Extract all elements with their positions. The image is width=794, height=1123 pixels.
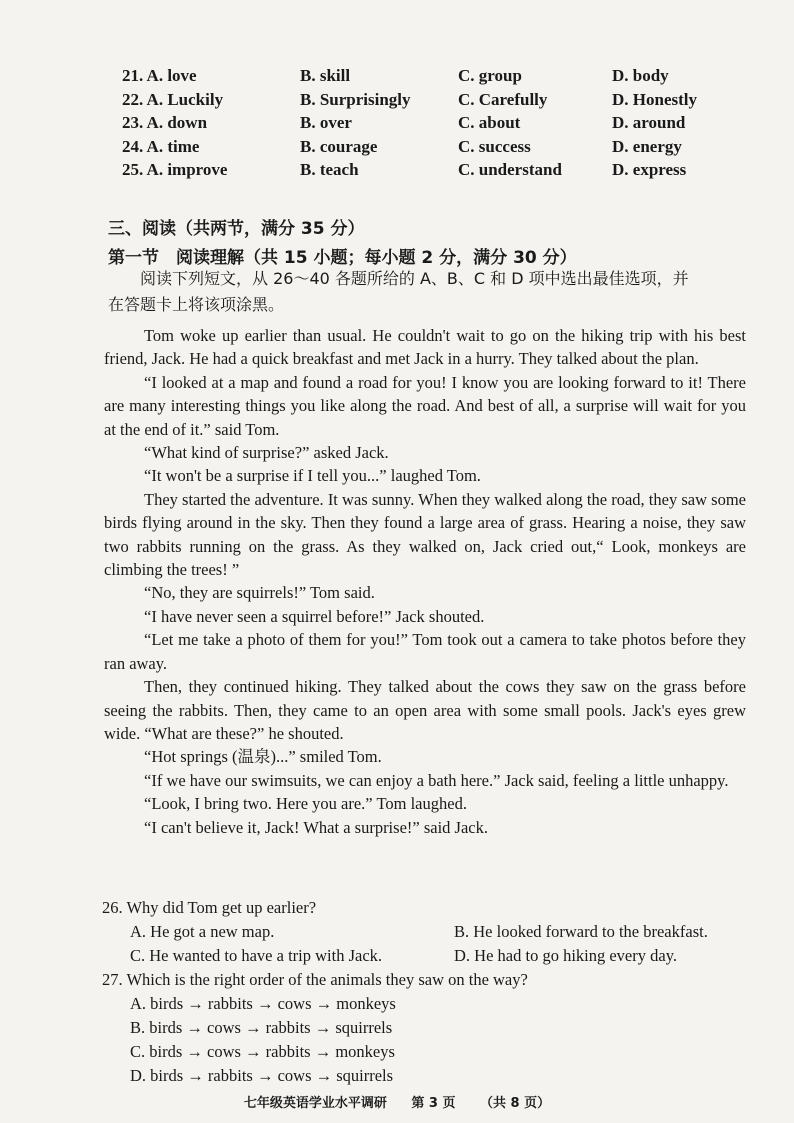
passage-paragraph: “I have never seen a squirrel before!” Jack shouted.: [144, 606, 485, 626]
option-d: D. Honestly: [612, 89, 697, 109]
question-26-options-row1: [102, 920, 752, 944]
option-row-24: [122, 137, 742, 161]
option-c: C. about: [458, 113, 521, 132]
choice-c[interactable]: C. birds → cows → rabbits → monkeys: [130, 1042, 395, 1061]
option-d: D. energy: [612, 136, 682, 156]
passage-paragraph: “No, they are squirrels!” Tom said.: [144, 583, 375, 603]
option-c: C. understand: [458, 160, 562, 179]
passage-paragraph: “If we have our swimsuits, we can enjoy a bath here.” Jack said, feeling a little unhappy.: [144, 770, 729, 790]
choice-d[interactable]: D. birds → rabbits → cows → squirrels: [130, 1066, 394, 1085]
option-row-23: [122, 113, 742, 137]
choice-a[interactable]: A. birds → rabbits → cows → monkeys: [130, 994, 396, 1013]
option-a: 24. A. time: [122, 136, 200, 156]
choice-d[interactable]: D. He had to go hiking every day.: [454, 946, 677, 965]
passage-paragraph: “Hot springs (温泉)...” smiled Tom.: [144, 747, 382, 767]
option-d: D. express: [612, 160, 687, 179]
instructions: [108, 266, 748, 318]
question-stem-26: 26. Why did Tom get up earlier?: [102, 898, 317, 917]
page-footer: [0, 1092, 794, 1111]
option-a: 23. A. down: [122, 113, 208, 132]
option-row-22: [122, 90, 742, 114]
instruction-line: 在答题卡上将该项涂黑。: [108, 295, 285, 314]
option-c: C. group: [458, 66, 522, 85]
passage-paragraph: “Look, I bring two. Here you are.” Tom laughed.: [144, 794, 467, 814]
passage-paragraph: “I can't believe it, Jack! What a surprise!” said Jack.: [144, 817, 488, 837]
passage-paragraph: Then, they continued hiking. They talked about the cows they saw on the grass before seeing the rabbits. Then, they came to an open area with some small pools. Jack's eyes grew wide. “What are these?” he shouted.: [104, 677, 746, 743]
choice-b[interactable]: B. birds → cows → rabbits → squirrels: [130, 1018, 393, 1037]
option-c: C. success: [458, 136, 531, 156]
reading-passage: [104, 324, 746, 839]
option-row-21: [122, 66, 742, 90]
option-a: 22. A. Luckily: [122, 89, 224, 109]
cloze-options-grid: [122, 66, 742, 184]
option-a: 21. A. love: [122, 66, 197, 85]
instruction-line: 阅读下列短文，从 26～40 各题所给的 A、B、C 和 D 项中选出最佳选项，并: [140, 269, 689, 288]
passage-paragraph: “It won't be a surprise if I tell you...” laughed Tom.: [144, 466, 481, 486]
section-title: 三、阅读（共两节，满分 35 分）: [108, 219, 365, 239]
part-title: 第一节 阅读理解（共 15 小题；每小题 2 分，满分 30 分）: [108, 248, 577, 268]
choice-a[interactable]: A. He got a new map.: [130, 922, 275, 941]
passage-paragraph: They started the adventure. It was sunny. When they walked along the road, they saw some birds flying around in the sky. Then they found a large area of grass. Hearing a noise, they saw two rabbits running on the grass. As they walked on, Jack cried out,“ Look, monkeys are climbing the trees! ”: [104, 489, 746, 580]
passage-paragraph: Tom woke up earlier than usual. He couldn't wait to go on the hiking trip with his best friend, Jack. He had a quick breakfast and met Jack in a hurry. They talked about the plan.: [104, 326, 746, 369]
question-stem-27: 27. Which is the right order of the animals they saw on the way?: [102, 970, 528, 989]
passage-paragraph: “What kind of surprise?” asked Jack.: [144, 443, 389, 463]
questions-block: [102, 896, 752, 1088]
option-b: B. courage: [300, 136, 378, 156]
option-b: B. Surprisingly: [300, 89, 411, 109]
option-d: D. around: [612, 113, 686, 132]
passage-paragraph: “Let me take a photo of them for you!” Tom took out a camera to take photos before they ran away.: [104, 630, 746, 673]
question-26-options-row2: [102, 944, 752, 968]
choice-b[interactable]: B. He looked forward to the breakfast.: [454, 922, 708, 941]
option-a: 25. A. improve: [122, 160, 228, 179]
option-d: D. body: [612, 66, 669, 85]
choice-c[interactable]: C. He wanted to have a trip with Jack.: [130, 946, 383, 965]
option-b: B. teach: [300, 160, 359, 179]
option-b: B. over: [300, 113, 352, 132]
footer-page-number: 第 3 页: [411, 1096, 456, 1111]
option-b: B. skill: [300, 66, 351, 85]
footer-total-pages: （共 8 页）: [480, 1096, 551, 1111]
footer-title: 七年级英语学业水平调研: [243, 1096, 387, 1111]
option-row-25: [122, 160, 742, 184]
passage-paragraph: “I looked at a map and found a road for you! I know you are looking forward to it! There are many interesting things you like along the road. And best of all, a surprise will wait for you at the end of it.” said Tom.: [104, 372, 746, 439]
option-c: C. Carefully: [458, 89, 548, 109]
